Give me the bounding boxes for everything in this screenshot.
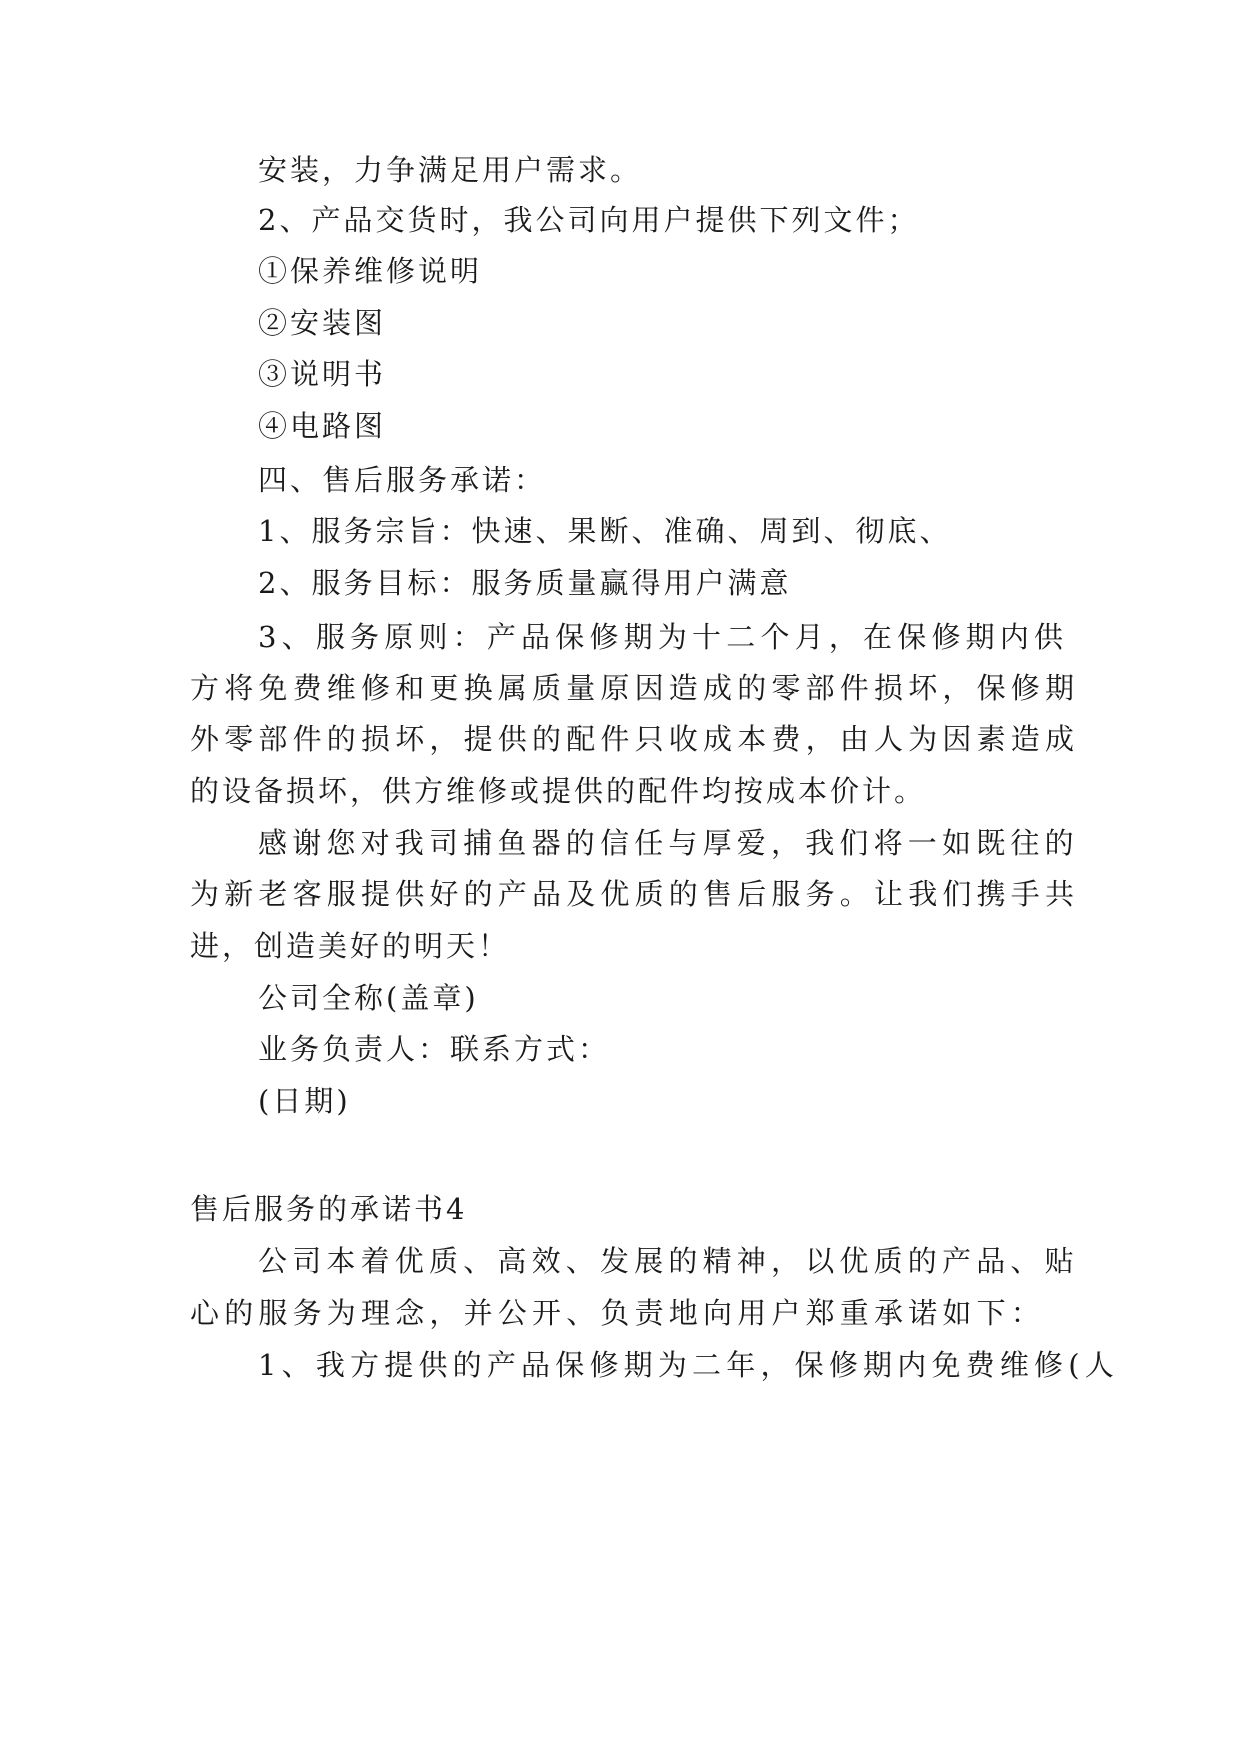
paragraph-line: 1、服务宗旨：快速、果断、准确、周到、彻底、: [258, 514, 952, 548]
list-item: ①保养维修说明: [258, 254, 483, 288]
paragraph-line: 2、产品交货时，我公司向用户提供下列文件；: [258, 203, 920, 237]
paragraph-line: 1、我方提供的产品保修期为二年，保修期内免费维修(人: [258, 1348, 1119, 1382]
paragraph-line: 公司本着优质、高效、发展的精神，以优质的产品、贴: [258, 1244, 1079, 1278]
paragraph-line: 外零部件的损坏，提供的配件只收成本费，由人为因素造成: [190, 722, 1080, 756]
list-item: ④电路图: [258, 409, 387, 443]
paragraph-line: 2、服务目标：服务质量赢得用户满意: [258, 566, 792, 600]
paragraph-line: 的设备损坏，供方维修或提供的配件均按成本价计。: [190, 774, 927, 808]
paragraph-line: 感谢您对我司捕鱼器的信任与厚爱，我们将一如既往的: [258, 826, 1079, 860]
paragraph-line: 进，创造美好的明天！: [190, 929, 511, 963]
paragraph-line: 3、服务原则：产品保修期为十二个月，在保修期内供: [258, 620, 1069, 654]
paragraph-line: 心的服务为理念，并公开、负责地向用户郑重承诺如下：: [190, 1296, 1046, 1330]
section-heading: 四、售后服务承诺：: [258, 463, 547, 497]
signature-contact: 业务负责人：联系方式：: [258, 1032, 611, 1066]
paragraph-line: 安装，力争满足用户需求。: [258, 153, 643, 187]
list-item: ②安装图: [258, 306, 387, 340]
section-title: 售后服务的承诺书4: [190, 1192, 468, 1226]
paragraph-line: 方将免费维修和更换属质量原因造成的零部件损坏，保修期: [190, 671, 1080, 705]
signature-date: (日期): [258, 1084, 351, 1118]
paragraph-line: 为新老客服提供好的产品及优质的售后服务。让我们携手共: [190, 877, 1080, 911]
list-item: ③说明书: [258, 357, 387, 391]
signature-company: 公司全称(盖章): [258, 981, 479, 1015]
